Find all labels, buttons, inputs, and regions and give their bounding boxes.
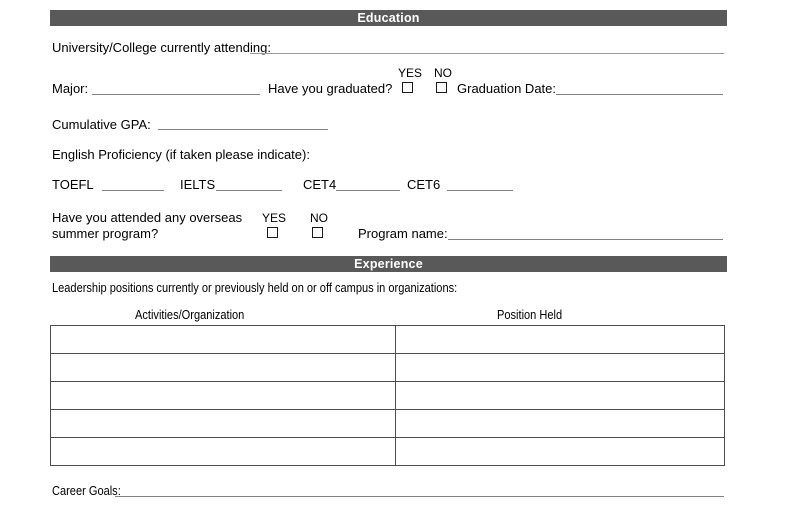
activities-cell[interactable] [51, 410, 396, 438]
activities-cell[interactable] [51, 326, 396, 354]
university-label: University/College currently attending: [52, 40, 271, 55]
major-input-line[interactable] [92, 81, 260, 95]
career-goals-input-line[interactable] [115, 483, 724, 497]
overseas-no-label: NO [310, 211, 328, 225]
position-cell[interactable] [396, 382, 725, 410]
graduated-no-checkbox[interactable] [436, 82, 447, 93]
education-section-title: Education [357, 11, 420, 25]
position-cell[interactable] [396, 354, 725, 382]
graduation-date-label: Graduation Date: [457, 81, 557, 96]
graduated-yes-label: YES [398, 66, 423, 80]
major-label: Major: [52, 81, 89, 96]
table-row [51, 438, 725, 466]
overseas-yes-checkbox[interactable] [267, 227, 278, 238]
gpa-input-line[interactable] [158, 116, 328, 130]
ielts-label: IELTS [180, 177, 216, 192]
program-name-input-line[interactable] [448, 226, 723, 240]
leadership-table [50, 325, 725, 466]
activities-cell[interactable] [51, 438, 396, 466]
career-goals-label: Career Goals: [52, 483, 121, 498]
activities-cell[interactable] [51, 354, 396, 382]
education-section-header [50, 10, 727, 26]
toefl-score-line[interactable] [102, 177, 164, 191]
table-row [51, 410, 725, 438]
activities-column-header: Activities/Organization [135, 307, 245, 322]
graduated-yes-checkbox[interactable] [402, 82, 413, 93]
overseas-question-line2: summer program? [52, 226, 159, 241]
position-cell[interactable] [396, 410, 725, 438]
leadership-label-wrap [52, 280, 529, 295]
table-row [51, 326, 725, 354]
overseas-yes-label: YES [262, 211, 287, 225]
table-row [51, 382, 725, 410]
ielts-score-line[interactable] [216, 177, 282, 191]
position-column-header: Position Held [497, 307, 563, 322]
toefl-label: TOEFL [52, 177, 94, 192]
experience-section-header [50, 256, 727, 272]
gpa-label: Cumulative GPA: [52, 117, 151, 132]
leadership-label: Leadership positions currently or previously held on or off campus in organizations: [52, 280, 458, 295]
graduation-date-input-line[interactable] [556, 81, 723, 95]
cet4-label: CET4 [303, 177, 337, 192]
activities-column-header-wrap [135, 307, 264, 322]
cet4-score-line[interactable] [336, 177, 400, 191]
cet6-score-line[interactable] [447, 177, 513, 191]
experience-section-title: Experience [354, 257, 423, 271]
table-row [51, 354, 725, 382]
program-name-label: Program name: [358, 226, 448, 241]
english-proficiency-label: English Proficiency (if taken please indicate): [52, 147, 310, 162]
overseas-no-checkbox[interactable] [312, 227, 323, 238]
position-cell[interactable] [396, 326, 725, 354]
activities-cell[interactable] [51, 382, 396, 410]
overseas-question-line1: Have you attended any overseas [52, 210, 243, 225]
cet6-label: CET6 [407, 177, 441, 192]
graduated-label: Have you graduated? [268, 81, 393, 96]
position-cell[interactable] [396, 438, 725, 466]
graduated-no-label: NO [434, 66, 452, 80]
university-input-line[interactable] [250, 40, 724, 54]
position-column-header-wrap [497, 307, 574, 322]
